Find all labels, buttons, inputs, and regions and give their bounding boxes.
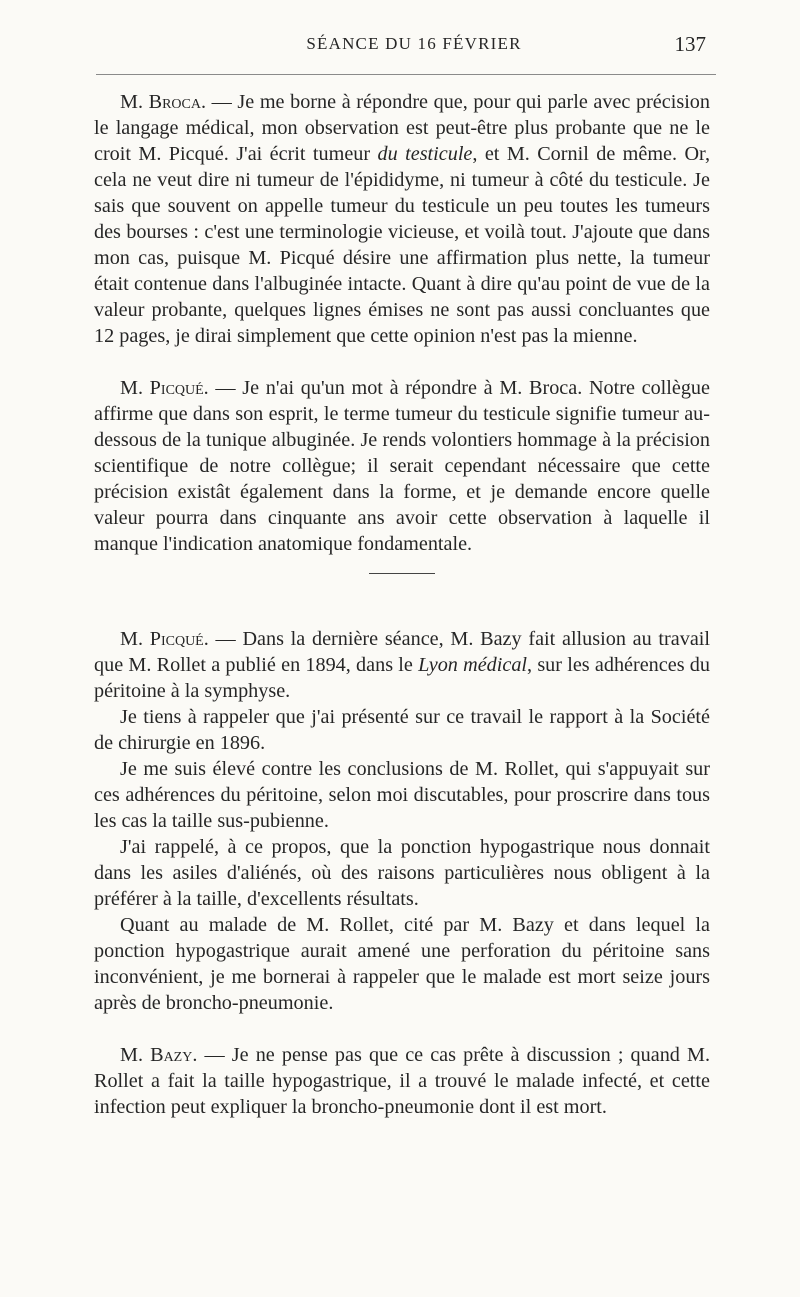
header-rule <box>96 74 716 75</box>
speaker-name: M. Broca. <box>120 91 207 113</box>
running-head <box>118 34 710 60</box>
italic-term: du testicule <box>377 143 473 165</box>
paragraph-picque-bazy <box>94 626 710 704</box>
paragraph-rapport: Je tiens à rappeler que j'ai présenté sur ce travail le rapport à la Société de chirurgie en 1896. <box>94 706 710 754</box>
running-head-title: SÉANCE DU 16 FÉVRIER <box>306 34 522 53</box>
paragraph-text: — Je ne pense pas que ce cas prête à discussion ; quand M. Rollet a fait la taille hypogastrique, il a trouvé le malade infecté, et cette infection peut expliquer la broncho-pneumonie dont il est mort. <box>94 1044 710 1118</box>
paragraph-conclusions: Je me suis élevé contre les conclusions de M. Rollet, qui s'appuyait sur ces adhérences du péritoine, selon moi discutables, pour proscrire dans tous les cas la taille sus-pubienne. <box>94 758 710 832</box>
paragraph-gap <box>94 349 710 375</box>
paragraph-malade: Quant au malade de M. Rollet, cité par M. Bazy et dans lequel la ponction hypogastrique aurait amené une perforation du péritoine sans inconvénient, je me bornerai à rappeler que le malade est mort seize jours après de broncho-pneumonie. <box>94 914 710 1014</box>
paragraph-broca <box>94 89 710 349</box>
body-text <box>94 89 710 1120</box>
page-number: 137 <box>674 32 706 56</box>
paragraph-gap <box>94 1016 710 1042</box>
paragraph-picque-reply <box>94 375 710 557</box>
speaker-name: M. Picqué. <box>120 628 209 650</box>
paragraph-bazy <box>94 1042 710 1120</box>
speaker-name: M. Picqué. <box>120 377 209 399</box>
speaker-name: M. Bazy. <box>120 1044 198 1066</box>
paragraph-text: , sur les adhérences du péritoine à la symphyse. <box>94 654 710 702</box>
paragraph-text: , et M. Cornil de même. Or, cela ne veut dire ni tumeur de l'épididyme, ni tumeur à côté du testicule. Je sais que souvent on appelle tumeur du testicule un peu toutes les tumeurs des bourses : c'est une terminologie vicieuse, et voilà tout. J'ajoute que dans mon cas, puisque M. Picqué désire une affirmation plus nette, la tumeur était contenue dans l'albuginée intacte. Quant à dire qu'au point de vue de la valeur probante, quelques lignes émises ne sont pas aussi concluantes que 12 pages, je dirai simplement que cette opinion n'est pas la mienne. <box>94 143 710 347</box>
section-gap <box>94 574 710 626</box>
italic-journal: Lyon médical <box>418 654 528 676</box>
paragraph-text: — Je n'ai qu'un mot à répondre à M. Broca. Notre collègue affirme que dans son esprit, le terme tumeur du testicule signifie tumeur au-dessous de la tunique albuginée. Je rends volontiers hommage à la précision scientifique de notre collègue; il serait cependant nécessaire que cette précision existât également dans la forme, et je demande encore quelle valeur pourra dans cinquante ans avoir cette observation à laquelle il manque l'indication anatomique fondamentale. <box>94 377 710 555</box>
paragraph-text: — Je me borne à répondre que, pour qui parle avec précision le langage médical, mon observation est peut-être plus probante que ne le croit M. Picqué. J'ai écrit tumeur <box>94 91 710 165</box>
paragraph-ponction: J'ai rappelé, à ce propos, que la ponction hypogastrique nous donnait dans les asiles d'aliénés, où des raisons particulières nous obligent à la préférer à la taille, d'excellents résultats. <box>94 836 710 910</box>
paragraph-text: — Dans la dernière séance, M. Bazy fait allusion au travail que M. Rollet a publié en 1894, dans le <box>94 628 710 676</box>
